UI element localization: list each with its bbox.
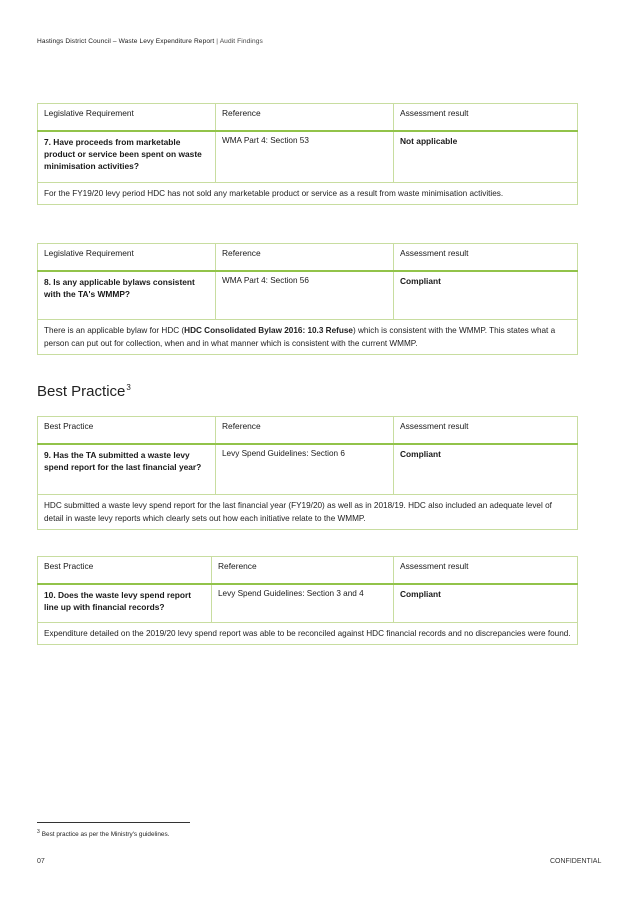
column-header-requirement: Legislative Requirement <box>38 244 216 272</box>
column-header-requirement: Legislative Requirement <box>38 104 216 132</box>
question-text: 7. Have proceeds from marketable product or service been spent on waste minimisation activities? <box>38 131 216 182</box>
question-text: 8. Is any applicable bylaws consistent with the TA's WMMP? <box>38 271 216 319</box>
reference-text: Levy Spend Guidelines: Section 3 and 4 <box>212 584 394 622</box>
question-row <box>38 444 578 494</box>
column-header-result: Assessment result <box>394 104 578 132</box>
finding-row <box>38 494 578 529</box>
question-text: 10. Does the waste levy spend report line up with financial records? <box>38 584 212 622</box>
question-row <box>38 271 578 319</box>
table-header-row <box>38 417 578 445</box>
table-header-row <box>38 244 578 272</box>
report-title: Hastings District Council – Waste Levy Expenditure Report <box>37 38 215 45</box>
column-header-practice: Best Practice <box>38 557 212 585</box>
footnote-marker: 3 <box>37 829 40 835</box>
table-header-row <box>38 104 578 132</box>
finding-row <box>38 182 578 204</box>
reference-text: WMA Part 4: Section 53 <box>216 131 394 182</box>
column-header-reference: Reference <box>216 244 394 272</box>
assessment-table-7 <box>37 103 578 205</box>
column-header-result: Assessment result <box>394 557 578 585</box>
footnote <box>37 829 169 838</box>
header-subtitle: Audit Findings <box>219 38 263 45</box>
finding-text: Expenditure detailed on the 2019/20 levy spend report was able to be reconciled against HDC financial records and no discrepancies were found. <box>38 622 578 644</box>
column-header-practice: Best Practice <box>38 417 216 445</box>
assessment-table-8 <box>37 243 578 355</box>
column-header-result: Assessment result <box>394 417 578 445</box>
reference-text: Levy Spend Guidelines: Section 6 <box>216 444 394 494</box>
finding-row <box>38 319 578 354</box>
footnote-text: Best practice as per the Ministry's guidelines. <box>41 831 170 838</box>
question-row <box>38 131 578 182</box>
footnote-reference: 3 <box>126 383 131 392</box>
finding-text: For the FY19/20 levy period HDC has not sold any marketable product or service as a result from waste minimisation activities. <box>38 182 578 204</box>
finding-row <box>38 622 578 644</box>
footnote-divider <box>37 822 190 823</box>
header-separator: | <box>216 38 219 45</box>
assessment-result: Not applicable <box>394 131 578 182</box>
question-text: 9. Has the TA submitted a waste levy spend report for the last financial year? <box>38 444 216 494</box>
question-row <box>38 584 578 622</box>
column-header-result: Assessment result <box>394 244 578 272</box>
page-number: 07 <box>37 858 45 865</box>
page-header <box>37 38 263 45</box>
table-header-row <box>38 557 578 585</box>
column-header-reference: Reference <box>212 557 394 585</box>
finding-text: There is an applicable bylaw for HDC (HDC Consolidated Bylaw 2016: 10.3 Refuse) which is consistent with the WMMP. This states what a person can put out for collection, when and in what manner which is consistent with the current WMMP. <box>38 319 578 354</box>
assessment-table-9 <box>37 416 578 530</box>
assessment-table-10 <box>37 556 578 645</box>
column-header-reference: Reference <box>216 417 394 445</box>
assessment-result: Compliant <box>394 444 578 494</box>
reference-text: WMA Part 4: Section 56 <box>216 271 394 319</box>
section-title: Best Practice$^3$ <box>37 383 131 400</box>
column-header-reference: Reference <box>216 104 394 132</box>
assessment-result: Compliant <box>394 584 578 622</box>
assessment-result: Compliant <box>394 271 578 319</box>
confidential-label: CONFIDENTIAL <box>550 858 602 865</box>
finding-text: HDC submitted a waste levy spend report for the last financial year (FY19/20) as well as in 2018/19. HDC also included an adequate level of detail in waste levy reports which clearly sets out how each initiative relate to the WMMP. <box>38 494 578 529</box>
